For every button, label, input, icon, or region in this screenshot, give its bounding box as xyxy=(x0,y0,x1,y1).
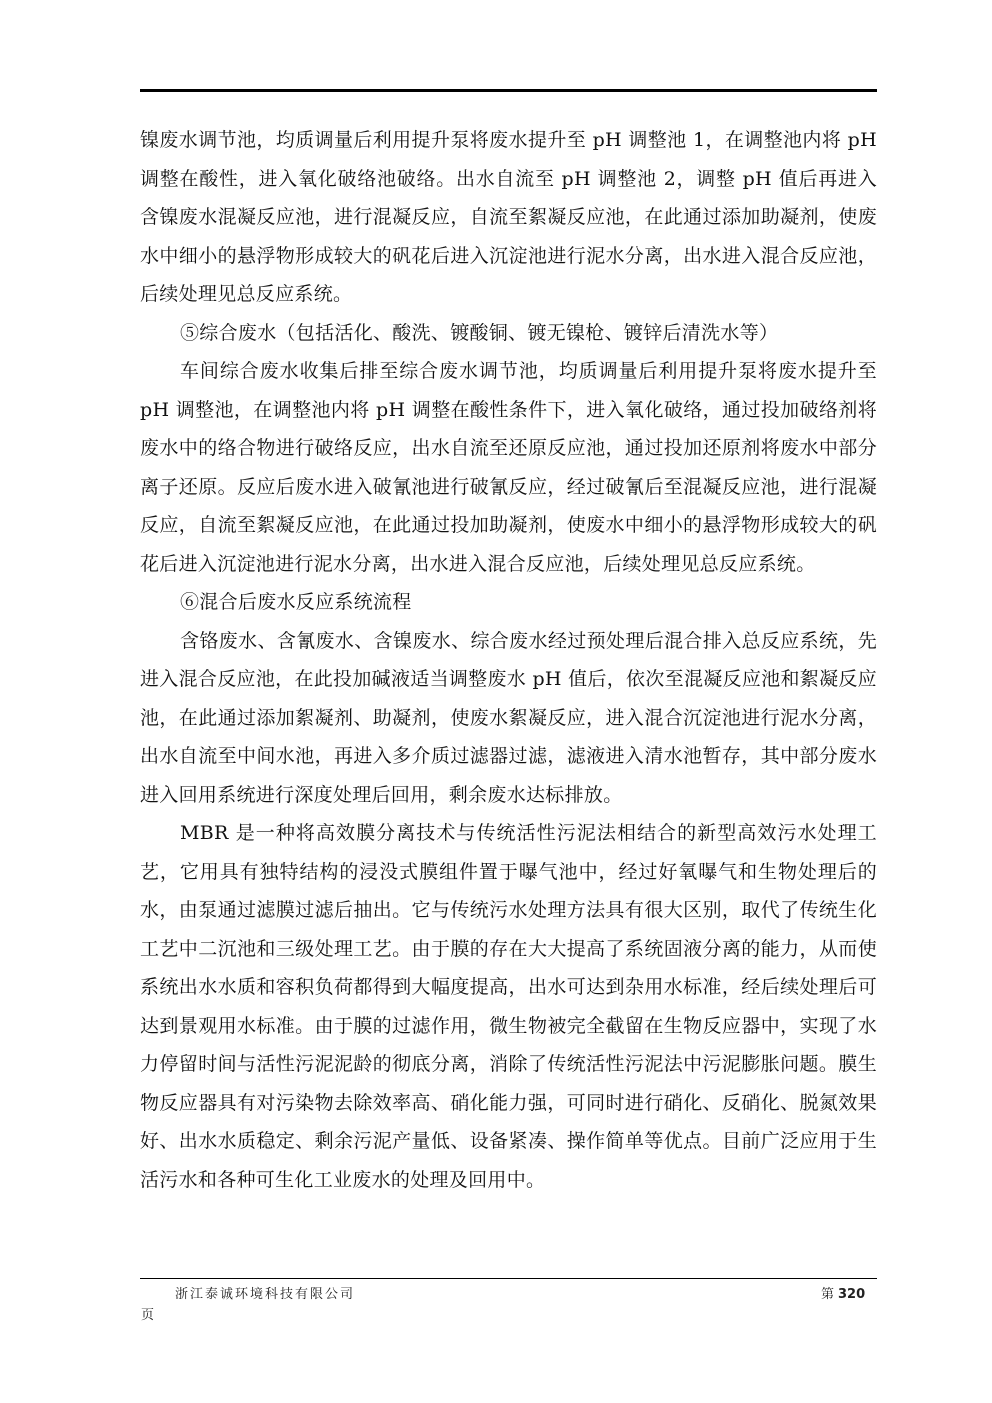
paragraph-mixed-wastewater: 含铬废水、含氰废水、含镍废水、综合废水经过预处理后混合排入总反应系统，先进入混合反应池，在此投加碱液适当调整废水 pH 值后，依次至混凝反应池和絮凝反应池，在此通过添加絮凝剂、助凝剂，使废水絮凝反应，进入混合沉淀池进行泥水分离，出水自流至中间水池，再进入多介质过滤器过滤，滤液进入清水池暂存，其中部分废水进入回用系统进行深度处理后回用，剩余废水达标排放。 xyxy=(140,629,877,806)
footer-page-number xyxy=(821,1283,865,1302)
paragraph-mbr: MBR 是一种将高效膜分离技术与传统活性污泥法相结合的新型高效污水处理工艺，它用具有独特结构的浸没式膜组件置于曝气池中，经过好氧曝气和生物处理后的水，由泵通过滤膜过滤后抽出。它与传统污水处理方法具有很大区别，取代了传统生化工艺中二沉池和三级处理工艺。由于膜的存在大大提高了系统固液分离的能力，从而使系统出水水质和容积负荷都得到大幅度提高，出水可达到杂用水标准，经后续处理后可达到景观用水标准。由于膜的过滤作用，微生物被完全截留在生物反应器中，实现了水力停留时间与活性污泥泥龄的彻底分离，消除了传统活性污泥法中污泥膨胀问题。膜生物反应器具有对污染物去除效率高、硝化能力强，可同时进行硝化、反硝化、脱氮效果好、出水水质稳定、剩余污泥产量低、设备紧凑、操作简单等优点。目前广泛应用于生活污水和各种可生化工业废水的处理及回用中。 xyxy=(140,822,877,1191)
header-rule xyxy=(140,89,877,92)
footer-company-name: 浙江泰诚环境科技有限公司 xyxy=(175,1287,356,1302)
footer-rule xyxy=(140,1278,877,1279)
page-suffix: 页 xyxy=(141,1308,155,1323)
paragraph-comprehensive-wastewater: 车间综合废水收集后排至综合废水调节池，均质调量后利用提升泵将废水提升至 pH 调整池，在调整池内将 pH 调整在酸性条件下，进入氧化破络，通过投加破络剂将废水中的络合物进行破络反应，出水自流至还原反应池，通过投加还原剂将废水中部分离子还原。反应后废水进入破氰池进行破氰反应，经过破氰后至混凝反应池，进行混凝反应，自流至絮凝反应池，在此通过投加助凝剂，使废水中细小的悬浮物形成较大的矾花后进入沉淀池进行泥水分离，出水进入混合反应池，后续处理见总反应系统。 xyxy=(140,360,877,575)
heading-mixed-wastewater-flow: ⑥混合后废水反应系统流程 xyxy=(180,591,412,613)
document-body xyxy=(140,121,877,1199)
page-prefix: 第 xyxy=(821,1287,835,1302)
page-number: 320 xyxy=(838,1287,866,1302)
paragraph-nickel-wastewater: 镍废水调节池，均质调量后利用提升泵将废水提升至 pH 调整池 1，在调整池内将 pH 调整在酸性，进入氧化破络池破络。出水自流至 pH 调整池 2，调整 pH 值后再进入含镍废水混凝反应池，进行混凝反应，自流至絮凝反应池，在此通过添加助凝剂，使废水中细小的悬浮物形成较大的矾花后进入沉淀池进行泥水分离，出水进入混合反应池，后续处理见总反应系统。 xyxy=(140,129,877,305)
heading-comprehensive-wastewater: ⑤综合废水（包括活化、酸洗、镀酸铜、镀无镍枪、镀锌后清洗水等） xyxy=(180,321,779,344)
